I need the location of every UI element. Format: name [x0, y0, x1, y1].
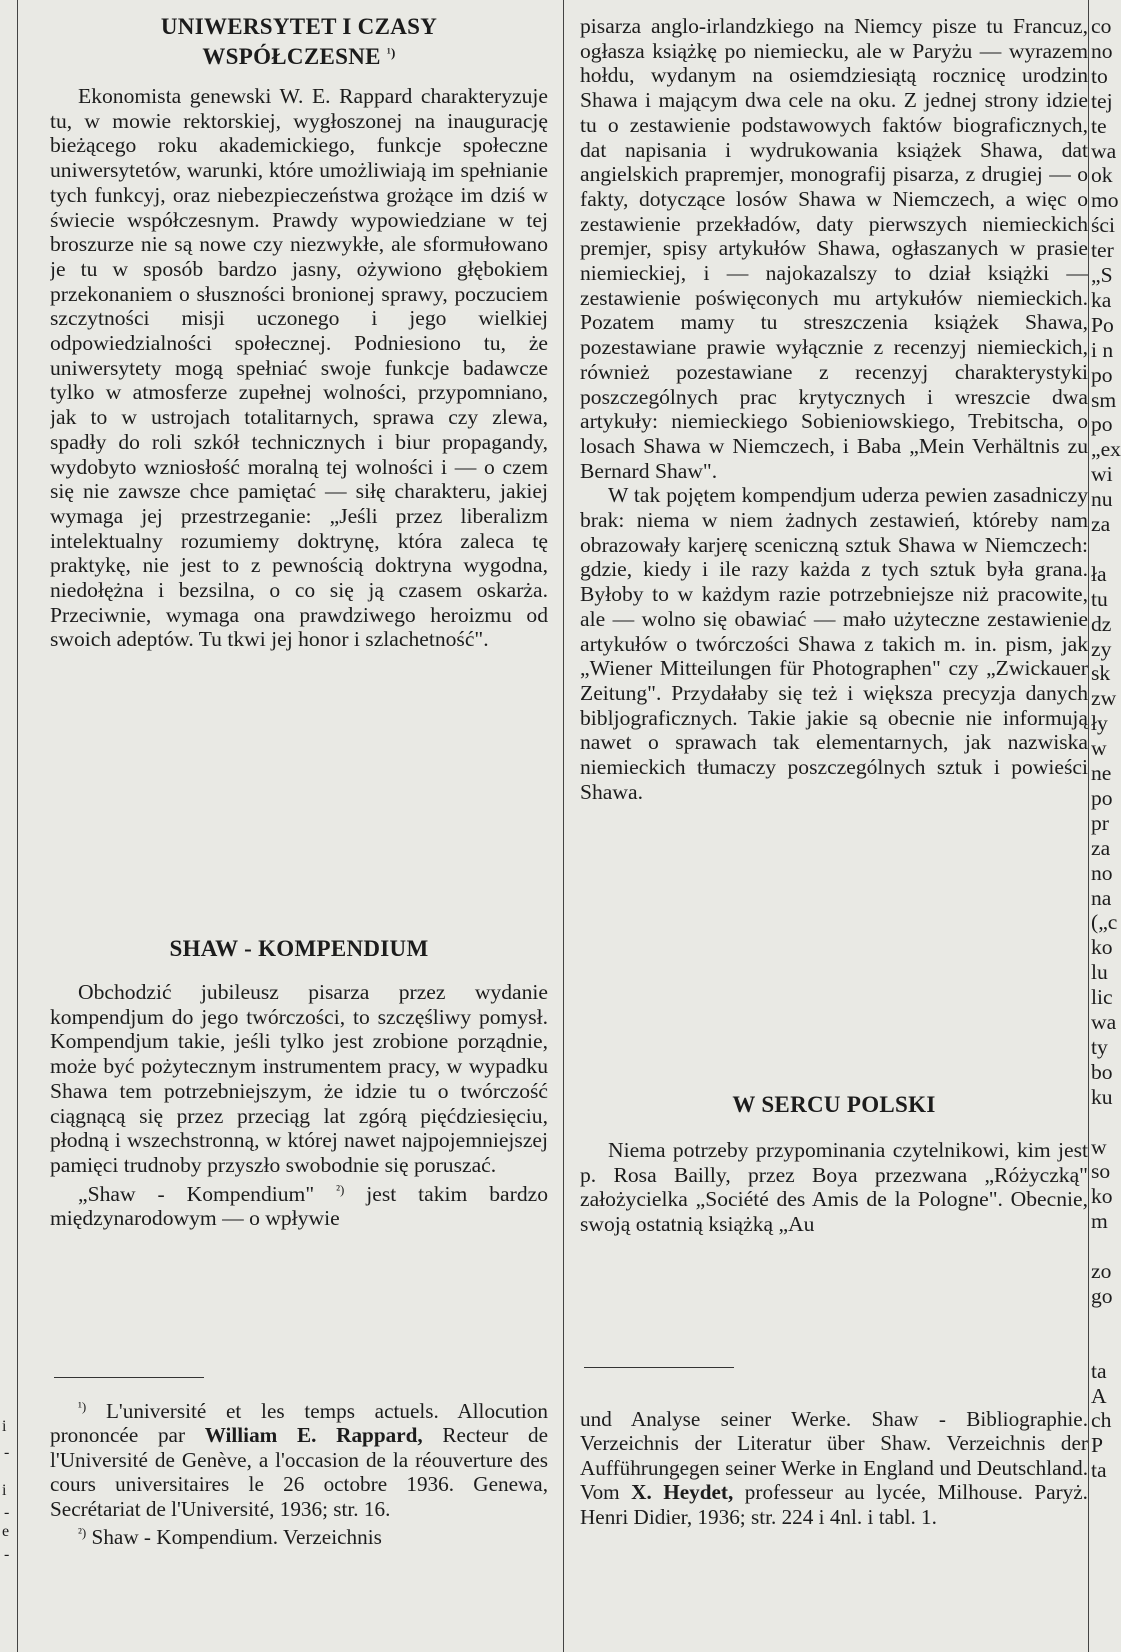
right-column-fragment: ka [1091, 287, 1112, 312]
article-paragraph: Ekonomista genewski W. E. Rappard charakteryzuje tu, w mowie rektorskiej, wygłoszonej na inaugurację bieżącego roku akademickiego, funkcje społeczne uniwersytetów, warunki, które umożliwiają im spełnianie tych funkcyj, oraz niebezpieczeństwa grożące im dziś w świecie współczesnym. Prawdy wypowiedziane w tej broszurze nie są nowe czy niezwykłe, ale sformułowano je tu w sposób bardzo jasny, ożywiono głębokiem przekonaniem o słuszności bronionej sprawy, poczuciem szczytności misji uczonego i jego wielkiej odpowiedzialności społecznej. Podniesiono tu, że uniwersytety mogą spełniać swoje funkcje badawcze tylko w atmosferze zupełnej wolności, przypomniano, jak to w ustrojach totalitarnych, sprawa czy zlewa, spadły do roli szkół technicznych i biur propagandy, wydobyto wzniosłość moralną tej wolności i — o czem się nie zawsze chce pamiętać — siłę charakteru, jakiej wymaga jej przestrzeganie: „Jeśli przez liberalizm intelektualny rozumiemy doktrynę, która zaleca tę praktykę, nie jest to z pewnością doktryna wygodna, niedołężna i bezsilna, o co się ją czasem oskarża. Przeciwnie, wymaga ona prawdziwego heroizmu od swoich adeptów. Tu tkwi jej honor i szlachetność". [50, 84, 548, 652]
right-column-fragment: za [1091, 835, 1111, 860]
right-column-fragment: dz [1091, 611, 1112, 636]
right-column-fragment: tej [1091, 88, 1113, 113]
left-edge-fragment [0, 0, 18, 1652]
right-column-fragment: A [1091, 1383, 1107, 1408]
right-column-fragment: so [1091, 1159, 1111, 1184]
right-column-fragment: sm [1091, 387, 1117, 412]
article-paragraph: „Shaw - Kompendium" $^{^2)}$ jest takim bardzo międzynarodowym — o wpływie [50, 1181, 548, 1231]
edge-mark: e [2, 1523, 10, 1540]
right-column-fragment: w [1091, 1134, 1107, 1159]
right-column-fragment: zo [1091, 1259, 1112, 1283]
article-heading: W SERCU POLSKI [732, 1092, 936, 1117]
right-column-fragment: lic [1091, 985, 1113, 1010]
footnote: $^{^2)}$ Shaw - Kompendium. Verzeichnis [78, 1525, 382, 1550]
right-column-fragment: po [1091, 412, 1113, 437]
right-column-fragment: nu [1091, 487, 1113, 512]
right-column-fragment: Po [1091, 312, 1114, 337]
article-shaw-continued [580, 14, 1088, 805]
article-paragraph: W tak pojętem kompendjum uderza pewien zasadniczy brak: niema w niem żadnych zestawień, któreby nam obrazowały karjerę sceniczną sztuk Shawa w Niemczech: gdzie, kiedy i ile razy każda z tych sztuk była grana. Byłoby to w każdym razie potrzebniejsze niż pracowite, ale — wolno się obawiać — mało użyteczne zestawienie artykułów o twórczości Shawa z takich m. in. pism, jak „Wiener Mitteilungen für Photographen" czy „Zwickauer Zeitung". Przydałaby się też i większa precyzja danych bibljograficznych. Takie jakie są obecnie nie informują nawet o sprawach tak elementarnych, jak nazwiska niemieckich tłumaczy poszczególnych sztuk i powieści Shawa. [580, 483, 1088, 804]
footnotes [580, 1407, 1088, 1529]
edge-mark: i [2, 1482, 7, 1499]
right-column-fragment: „S [1091, 263, 1113, 287]
column-rule-right [1088, 0, 1089, 1652]
right-column-fragment: go [1091, 1283, 1113, 1308]
column-left [50, 0, 548, 1652]
right-column-fragment: po [1091, 785, 1113, 810]
right-column-fragment: za [1091, 512, 1111, 536]
right-column-fragment: wa [1091, 1010, 1117, 1034]
right-column-fragment: „ex [1091, 437, 1121, 462]
column-middle [580, 0, 1088, 1652]
right-column-fragment: ku [1091, 1084, 1113, 1109]
right-column-fragment: te [1091, 113, 1107, 138]
right-column-fragment: ter [1091, 238, 1114, 263]
article-paragraph: pisarza anglo-irlandzkiego na Niemcy pisze tu Francuz, ogłasza książkę po niemiecku, ale w Paryżu — wyrazem hołdu, wydanym na osiemdziesiątą rocznicę urodzin Shawa i mającym dwa cele na oku. Z jednej strony idzie tu o zestawienie podstawowych faktów biograficznych, dat napisania i wydrukowania książek Shawa, dat angielskich prapremjer, monografij pisarza, z drugiej — o fakty, dotyczące losów Shawa w Niemczech, a więc o zestawienie przekładów, daty pierwszych niemieckich premjer, spisy artykułów Shawa, ogłaszanych w prasie niemieckiej, i — najokazalszy to dział książki — zestawienie poświęconych mu artykułów niemieckich. Pozatem mamy tu streszczenia książek Shawa, pozestawiane prawie wyłącznie z recenzyj niemieckich, również pozestawiane z recenzyj charakterystyki poszczególnych prac krytycznych i wreszcie dwa artykuły: niemieckiego Sobieniowskiego, Trebitscha, o losach Shawa w Niemczech, i Baba „Mein Verhältnis zu Bernard Shaw". [580, 14, 1088, 483]
right-column-fragment: to [1091, 63, 1108, 88]
right-column-fragment: („c [1091, 910, 1118, 935]
right-column-fragment: wa [1091, 138, 1117, 163]
right-column-fragment: ko [1091, 1184, 1113, 1209]
article-shaw [50, 936, 548, 1231]
article-paragraph: Obchodzić jubileusz pisarza przez wydanie kompendjum do jego twórczości, to szczęśliwy pomysł. Kompendjum takie, jeśli tylko jest zrobione porządnie, może być pożytecznym instrumentem pracy, w wypadku Shawa tem potrzebniejszym, że idzie tu o twórczość ciągnącą się przez przeciąg lat zgórą pięćdziesięciu, płodną i wszechstronną, w której nawet najpojemniejszej pamięci trudnoby przyszło swobodnie się poruszać. [50, 980, 548, 1177]
right-column-fragment: bo [1091, 1059, 1113, 1084]
right-column-fragment: na [1091, 885, 1112, 910]
right-column-fragment: tu [1091, 586, 1108, 611]
article-heading: SHAW - KOMPENDIUM [169, 936, 429, 961]
right-column-fragment: sk [1091, 661, 1111, 686]
right-column-fragment: ła [1091, 561, 1107, 586]
edge-mark: - [4, 1444, 10, 1461]
right-column-fragment: zw [1091, 686, 1117, 711]
right-column-fragment: m [1091, 1209, 1108, 1234]
right-column-fragment: co [1091, 14, 1112, 38]
edge-mark: - [4, 1504, 10, 1521]
footnote-rule [584, 1367, 734, 1368]
footnotes [50, 1395, 548, 1549]
right-column-fragment: P [1091, 1433, 1104, 1458]
article-heart-of-poland [580, 1092, 1088, 1237]
right-column-fragment: no [1091, 38, 1113, 63]
right-column-fragment: ch [1091, 1408, 1112, 1433]
article-university [50, 14, 548, 652]
column-right-fragment [1091, 0, 1121, 1652]
right-column-fragment: ty [1091, 1034, 1108, 1059]
right-column-fragment: po [1091, 362, 1113, 387]
right-column-fragment: lu [1091, 960, 1108, 985]
right-column-fragment: w [1091, 736, 1107, 761]
right-column-fragment: ko [1091, 935, 1113, 960]
edge-mark: - [4, 1546, 10, 1563]
right-column-fragment: wi [1091, 462, 1113, 487]
right-column-fragment: i n [1091, 337, 1114, 362]
column-rule-middle [563, 0, 564, 1652]
article-paragraph: Niema potrzeby przypominania czytelnikowi, kim jest p. Rosa Bailly, przez Boya przezwana „Różyczką" założycielka „Société des Amis de la Pologne". Obecnie, swoją ostatnią książką „Au [580, 1138, 1088, 1237]
footnote: $^{^1)}$ L'université et les temps actuels. Allocution prononcée par William E. Rappard, Recteur de l'Université de Genève, a l'occasion de la réouverture des cours universitaires le 26 octobre 1936. Genewa, Secrétariat de l'Université, 1936; str. 16. [50, 1399, 548, 1521]
right-column-fragment: zy [1091, 636, 1112, 661]
right-column-fragment: ły [1091, 711, 1108, 736]
right-column-fragment: pr [1091, 810, 1109, 835]
right-column-fragment: ok [1091, 163, 1113, 188]
right-column-fragment: ści [1091, 213, 1115, 238]
right-column-fragment: no [1091, 860, 1113, 885]
right-column-fragment: mo [1091, 188, 1119, 213]
right-column-fragment: ta [1091, 1358, 1107, 1383]
article-heading: UNIWERSYTET I CZASY [160, 14, 438, 39]
right-column-fragment: ta [1091, 1458, 1107, 1483]
edge-mark: i [2, 1418, 7, 1435]
right-column-fragment: ne [1091, 761, 1112, 785]
footnote-rule [54, 1377, 204, 1378]
footnote: und Analyse seiner Werke. Shaw - Bibliographie. Verzeichnis der Literatur über Shaw. Verzeichnis der Aufführungegen seiner Werke in England und Deutschland. Vom X. Heydet, professeur au lycée, Milhouse. Paryż. Henri Didier, 1936; str. 224 i 4nl. i tabl. 1. [580, 1407, 1088, 1529]
article-heading-line2: WSPÓŁCZESNE $^{^1)}$ [202, 44, 396, 69]
